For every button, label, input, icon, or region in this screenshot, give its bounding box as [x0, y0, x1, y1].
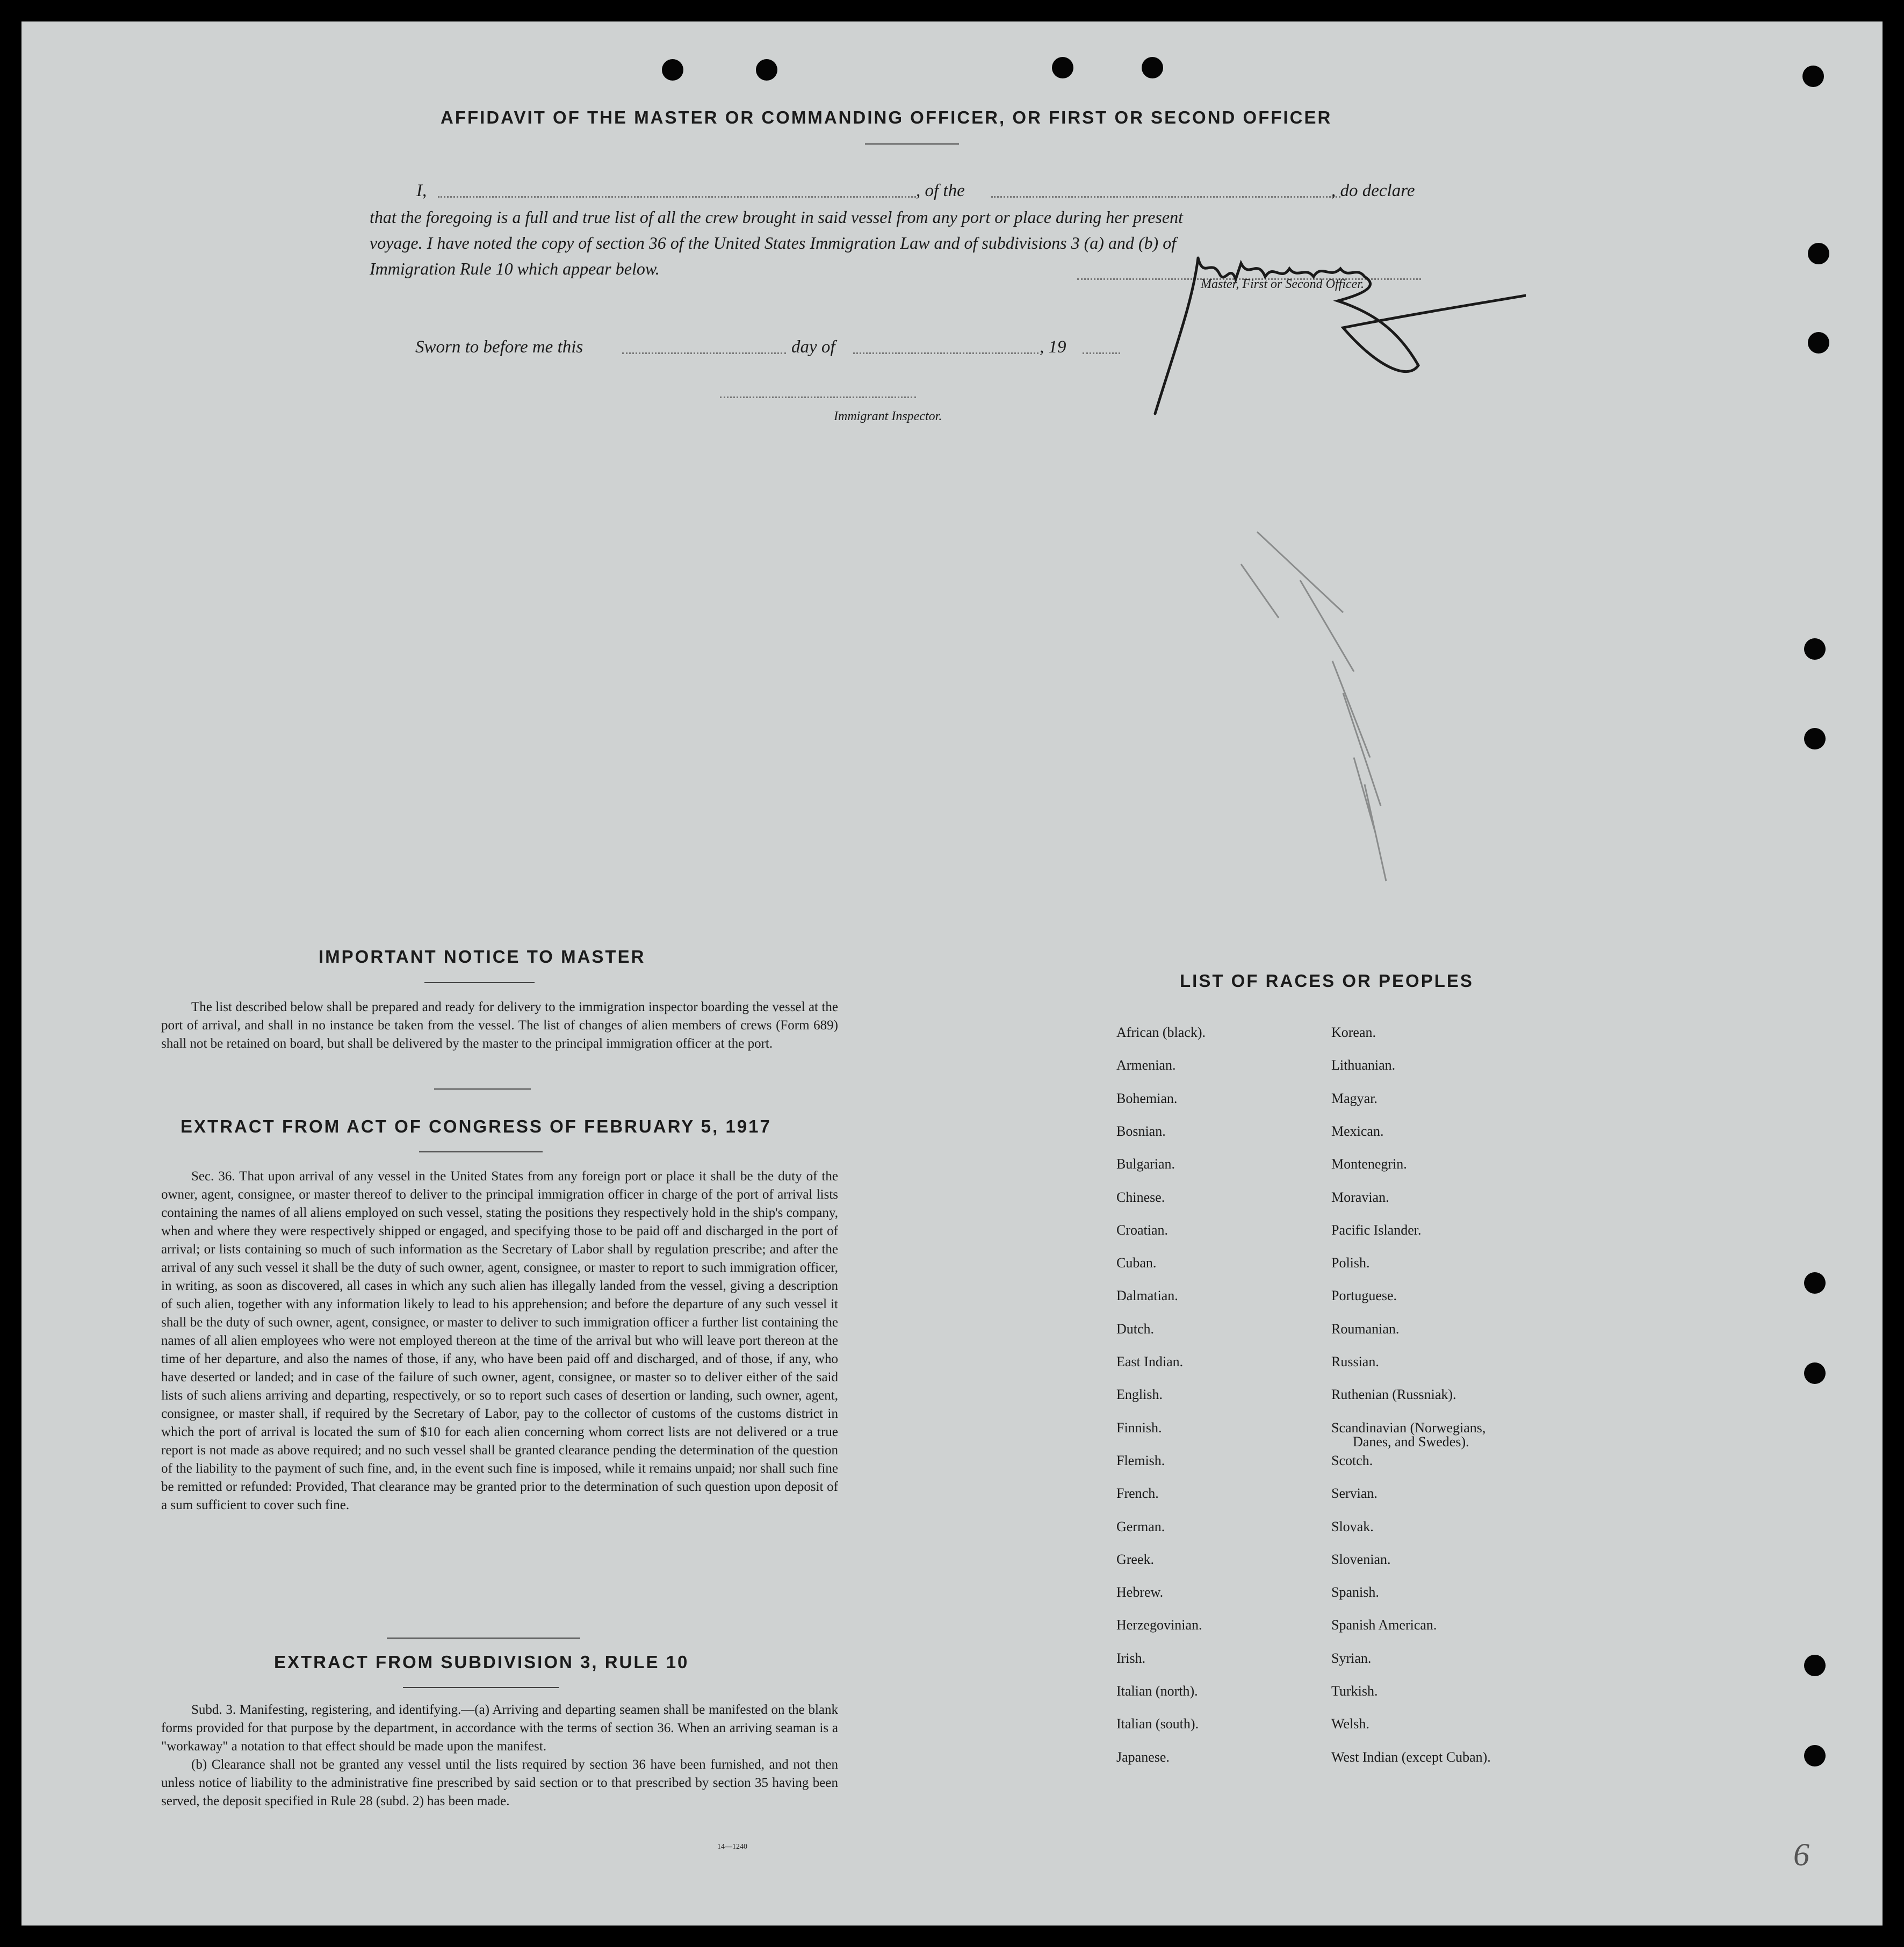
margin-mark: 6 [1793, 1837, 1809, 1872]
race-item: Spanish. [1331, 1584, 1379, 1600]
punch-hole [1808, 332, 1829, 354]
race-item: Scandinavian (Norwegians, [1331, 1420, 1486, 1436]
notice-paragraph: The list described below shall be prepared and ready for delivery to the immigration inspector boarding the vessel at the port of arrival, and shall in no instance be taken from the vessel. The list of changes of alien members of crews (Form 689) shall not be retained on board, but shall be delivered by the master to the principal immigration officer at the port. [161, 1000, 838, 1051]
day-of-label: day of [791, 337, 835, 357]
race-item: Slovak. [1331, 1519, 1374, 1534]
affidavit-line-4: Immigration Rule 10 which appear below. [370, 259, 660, 278]
rule-paragraph-a: Subd. 3. Manifesting, registering, and identifying.—(a) Arriving and departing seamen shall be manifested on the blank forms provided for that purpose by the department, in accordance with the terms of section 36. When an arriving seaman is a "workaway" a notation to that effect should be made upon the manifest. [161, 1703, 838, 1754]
punch-hole [662, 59, 683, 81]
title-rule [865, 143, 959, 145]
race-item: Flemish. [1116, 1453, 1165, 1468]
race-item: Moravian. [1331, 1189, 1389, 1205]
race-item: Welsh. [1331, 1716, 1369, 1732]
race-item: Montenegrin. [1331, 1156, 1407, 1172]
affidavit-line-2: that the foregoing is a full and true list of all the crew brought in said vessel from any port or place during her present [370, 207, 1183, 227]
race-item: Hebrew. [1116, 1584, 1164, 1600]
race-item: Dutch. [1116, 1321, 1155, 1337]
race-item: Turkish. [1331, 1683, 1378, 1699]
race-item: English. [1116, 1387, 1163, 1402]
notice-rule [424, 982, 535, 983]
name-blank [438, 196, 916, 198]
race-item: Magyar. [1331, 1091, 1377, 1106]
race-item: Dalmatian. [1116, 1288, 1178, 1303]
race-item-continuation: Danes, and Swedes). [1353, 1434, 1469, 1450]
race-item: Spanish American. [1331, 1617, 1437, 1633]
punch-hole [1804, 1272, 1826, 1294]
punch-hole [1804, 638, 1826, 660]
act-paragraph: Sec. 36. That upon arrival of any vessel in the United States from any foreign port or place it shall be the duty of the owner, agent, consignee, or master thereof to deliver to the principal immigration officer in charge of the port of arrival lists containing the names of all aliens employed on such vessel, stating the positions they respectively hold in the ship's company, when and where they were respectively shipped or engaged, and specifying those to be paid off and discharged in the port of arrival; or lists containing so much of such information as the Secretary of Labor shall by regulation prescribe; and after the arrival of any such vessel it shall be the duty of such owner, agent, consignee, or master to report to such immigration officer, in writing, as soon as discovered, all cases in which any such alien has illegally landed from the vessel, giving a description of such alien, together with any information likely to lead to his apprehension; and before the departure of any such vessel it shall be the duty of such owner, agent, consignee, or master to deliver to such immigration officer a further list containing the names of all alien employees who were not employed thereon at the time of the arrival but who will leave port thereon at the time of her departure, and also the names of those, if any, who have been paid off and discharged, and of those, if any, who have deserted or landed; and in case of the failure of such owner, agent, consignee, or master so to deliver either of the said lists of such aliens arriving and departing, respectively, or so to report such cases of desertion or landing, such owner, agent, consignee, or master shall, if required by the Secretary of Labor, pay to the collector of customs of the customs district in which the port of arrival is located the sum of $10 for each alien concerning whom correct lists are not delivered or a true report is not made as above required; and no such vessel shall be granted clearance pending the determination of the question of the liability to the payment of such fine, and, in the event such fine is imposed, while it remains unpaid; nor shall such fine be remitted or refunded: Provided, That clearance may be granted prior to the determination of such question upon deposit of a sum sufficient to cover such fine. [161, 1169, 838, 1512]
master-caption: Master, First or Second Officer. [1201, 277, 1364, 291]
notice-text [161, 998, 838, 1053]
race-item: Italian (south). [1116, 1716, 1199, 1732]
affidavit-line-3: voyage. I have noted the copy of section 36 of the United States Immigration Law and of subdivisions 3 (a) and (b) of [370, 233, 1177, 253]
rule-text [161, 1701, 838, 1811]
race-item: Italian (north). [1116, 1683, 1198, 1699]
race-item: Finnish. [1116, 1420, 1162, 1436]
act-divider [387, 1638, 580, 1639]
race-item: West Indian (except Cuban). [1331, 1749, 1491, 1765]
race-item: Armenian. [1116, 1057, 1176, 1073]
race-item: Scotch. [1331, 1453, 1373, 1468]
form-number: 14—1240 [717, 1843, 747, 1851]
race-item: Croatian. [1116, 1222, 1169, 1238]
punch-hole [1804, 728, 1826, 749]
race-item: Bosnian. [1116, 1123, 1166, 1139]
year-label: , 19 [1040, 337, 1066, 357]
year-blank [1083, 352, 1120, 354]
i-label: I, [416, 181, 427, 200]
race-item: Korean. [1331, 1025, 1376, 1040]
punch-hole [1804, 1745, 1826, 1766]
document-page [21, 21, 1883, 1926]
race-item: French. [1116, 1486, 1159, 1501]
race-item: Chinese. [1116, 1189, 1165, 1205]
race-item: Ruthenian (Russniak). [1331, 1387, 1456, 1402]
master-signature [1117, 226, 1526, 424]
punch-hole [1142, 57, 1163, 78]
act-title: EXTRACT FROM ACT OF CONGRESS OF FEBRUARY 5, 1917 [181, 1116, 771, 1136]
punch-hole [1052, 57, 1073, 78]
act-rule [419, 1151, 543, 1152]
rule-title: EXTRACT FROM SUBDIVISION 3, RULE 10 [274, 1652, 689, 1672]
rule-rule [403, 1687, 559, 1688]
notice-title: IMPORTANT NOTICE TO MASTER [319, 947, 646, 967]
races-title: LIST OF RACES OR PEOPLES [1180, 971, 1474, 991]
of-the-label: , of the [916, 181, 965, 200]
race-item: Mexican. [1331, 1123, 1384, 1139]
race-item: East Indian. [1116, 1354, 1184, 1369]
race-item: Herzegovinian. [1116, 1617, 1202, 1633]
punch-hole [1802, 66, 1824, 87]
affidavit-title: AFFIDAVIT OF THE MASTER OR COMMANDING OFFICER, OR FIRST OR SECOND OFFICER [441, 107, 1332, 127]
race-item: Syrian. [1331, 1650, 1372, 1666]
do-declare: , do declare [1331, 181, 1415, 200]
punch-hole [1804, 1655, 1826, 1676]
race-item: Irish. [1116, 1650, 1146, 1666]
rule-paragraph-b: (b) Clearance shall not be granted any vessel until the lists required by section 36 have been furnished, and not then unless notice of liability to the administrative fine prescribed by said section or to that prescribed by section 35 having been served, the deposit specified in Rule 28 (subd. 2) has been made. [161, 1757, 838, 1808]
pencil-marks [1236, 505, 1397, 892]
race-item: Bohemian. [1116, 1091, 1178, 1106]
month-blank [853, 352, 1038, 354]
race-item: Russian. [1331, 1354, 1379, 1369]
inspector-signature-line [720, 396, 916, 398]
race-item: Lithuanian. [1331, 1057, 1396, 1073]
race-item: Cuban. [1116, 1255, 1157, 1271]
race-item: Slovenian. [1331, 1552, 1391, 1567]
race-item: Roumanian. [1331, 1321, 1400, 1337]
race-item: Portuguese. [1331, 1288, 1397, 1303]
race-item: Pacific Islander. [1331, 1222, 1422, 1238]
race-item: Polish. [1331, 1255, 1370, 1271]
race-item: Servian. [1331, 1486, 1377, 1501]
punch-hole [1808, 243, 1829, 264]
punch-hole [1804, 1362, 1826, 1384]
day-blank [622, 352, 786, 354]
race-item: Japanese. [1116, 1749, 1170, 1765]
vessel-blank [991, 196, 1340, 198]
act-text [161, 1167, 838, 1515]
race-item: Bulgarian. [1116, 1156, 1175, 1172]
race-item: German. [1116, 1519, 1165, 1534]
race-item: African (black). [1116, 1025, 1206, 1040]
sworn-label: Sworn to before me this [415, 337, 583, 357]
inspector-caption: Immigrant Inspector. [834, 409, 942, 423]
notice-divider [434, 1088, 531, 1090]
punch-hole [756, 59, 777, 81]
race-item: Greek. [1116, 1552, 1155, 1567]
